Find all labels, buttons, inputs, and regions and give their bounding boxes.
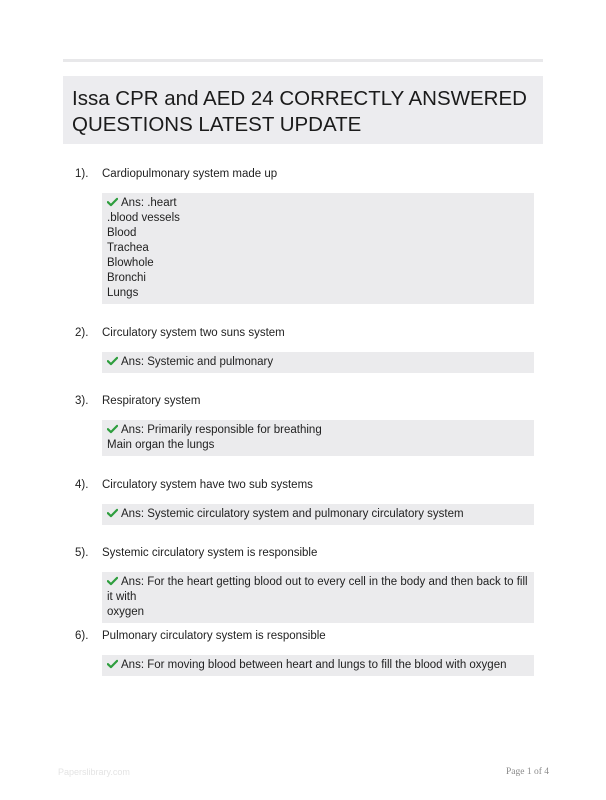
answer-text: Blowhole <box>107 257 154 269</box>
answer-box <box>102 352 534 373</box>
answer-text: For the heart getting blood out to every cell in the body and then back to fill it with <box>107 576 531 603</box>
answer-prefix: Ans: <box>121 508 145 520</box>
answer-prefix: Ans: <box>121 424 145 436</box>
question-number: 2). <box>75 327 89 339</box>
answer-text: .blood vessels <box>107 212 180 224</box>
answer-line <box>107 658 529 673</box>
answer-box <box>102 572 534 623</box>
answer-line <box>107 226 529 241</box>
document-title: Issa CPR and AED 24 CORRECTLY ANSWERED QUESTIONS LATEST UPDATE <box>72 87 527 136</box>
answer-line <box>107 355 529 370</box>
question-number: 3). <box>75 395 89 407</box>
answer-line <box>107 211 529 226</box>
question-number: 4). <box>75 479 89 491</box>
answer-text: Bronchi <box>107 272 146 284</box>
answer-text: .heart <box>147 197 177 209</box>
checkmark-icon <box>107 356 118 366</box>
answer-line <box>107 271 529 286</box>
title-box <box>63 76 543 144</box>
answer-line <box>107 423 529 438</box>
answer-prefix: Ans: <box>121 356 145 368</box>
question-text: Cardiopulmonary system made up <box>102 168 278 180</box>
answer-text: Blood <box>107 227 137 239</box>
answer-line <box>107 605 529 620</box>
checkmark-icon <box>107 508 118 518</box>
answer-text: Lungs <box>107 287 139 299</box>
answer-line <box>107 438 529 453</box>
answer-line <box>107 286 529 301</box>
answer-prefix: Ans: <box>121 197 145 209</box>
checkmark-icon <box>107 659 118 669</box>
answer-box <box>102 504 534 525</box>
answer-text: Systemic and pulmonary <box>147 356 274 368</box>
answer-text: Trachea <box>107 242 149 254</box>
question-number: 6). <box>75 630 89 642</box>
answer-line <box>107 575 529 605</box>
question-text: Circulatory system have two sub systems <box>102 479 313 491</box>
answer-line <box>107 196 529 211</box>
footer-watermark: Paperslibrary.com <box>58 767 130 777</box>
question-text: Respiratory system <box>102 395 201 407</box>
question-number: 1). <box>75 168 89 180</box>
page-number: Page 1 of 4 <box>506 767 550 777</box>
question-text: Pulmonary circulatory system is responsible <box>102 630 326 642</box>
answer-box <box>102 420 534 456</box>
answer-text: Primarily responsible for breathing <box>147 424 322 436</box>
answer-text: For moving blood between heart and lungs to fill the blood with oxygen <box>147 659 507 671</box>
answer-box <box>102 193 534 304</box>
answer-text: oxygen <box>107 606 145 618</box>
answer-line <box>107 241 529 256</box>
answer-text: Main organ the lungs <box>107 439 215 451</box>
answer-text: Systemic circulatory system and pulmonary circulatory system <box>147 508 464 520</box>
question-number: 5). <box>75 547 89 559</box>
answer-line <box>107 256 529 271</box>
answer-box <box>102 655 534 676</box>
checkmark-icon <box>107 197 118 207</box>
question-text: Systemic circulatory system is responsible <box>102 547 318 559</box>
answer-prefix: Ans: <box>121 576 145 588</box>
question-text: Circulatory system two suns system <box>102 327 285 339</box>
checkmark-icon <box>107 576 118 586</box>
answer-line <box>107 507 529 522</box>
answer-prefix: Ans: <box>121 659 145 671</box>
top-divider <box>63 59 543 62</box>
checkmark-icon <box>107 424 118 434</box>
